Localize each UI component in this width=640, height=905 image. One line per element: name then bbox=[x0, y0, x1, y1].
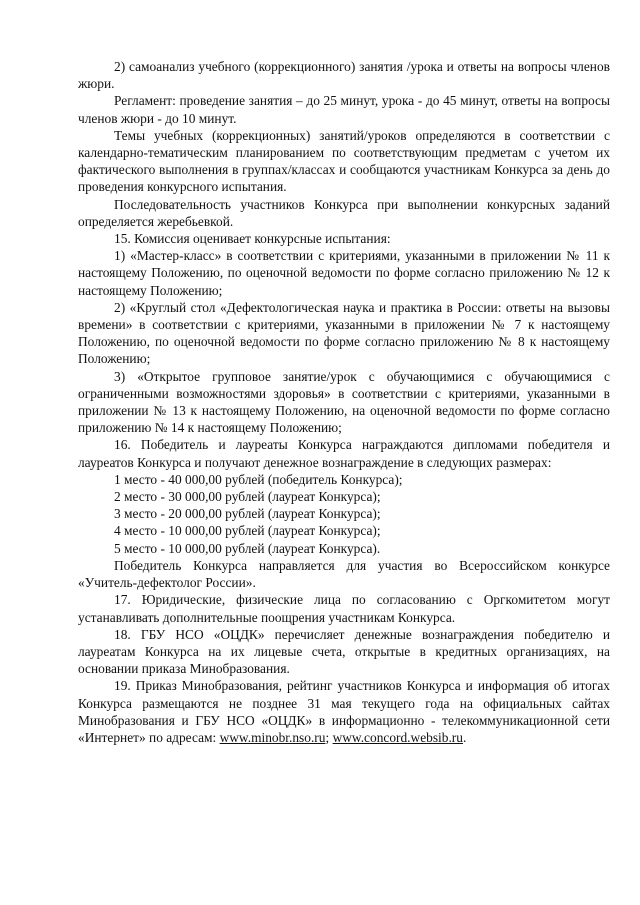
prize-place-4: 4 место - 10 000,00 рублей (лауреат Конкурса); bbox=[114, 523, 381, 539]
prize-place-3: 3 место - 20 000,00 рублей (лауреат Конкурса); bbox=[114, 506, 381, 522]
paragraph-winner-referral: Победитель Конкурса направляется для участия во Всероссийском конкурсе «Учитель-дефектолог России». bbox=[78, 557, 610, 591]
paragraph-item-18: 18. ГБУ НСО «ОЦДК» перечисляет денежные вознаграждения победителю и лауреатам Конкурса на их лицевые счета, открытые в кредитных организациях, на основании приказа Минобразования. bbox=[78, 626, 610, 677]
document-page bbox=[78, 58, 610, 746]
paragraph-participant-order: Последовательность участников Конкурса при выполнении конкурсных заданий определяется жеребьевкой. bbox=[78, 196, 610, 229]
paragraph-open-lesson: 3) «Открытое групповое занятие/урок с обучающимися с обучающимися с ограниченными возможностями здоровья» в соответствии с критериями, указанными в приложении № 13 к настоящему Положению, на оценочной ведомости по форме согласно приложению № 14 к настоящему Положению; bbox=[78, 368, 610, 436]
link-separator: ; bbox=[325, 729, 330, 745]
prize-place-2: 2 место - 30 000,00 рублей (лауреат Конкурса); bbox=[114, 489, 381, 505]
paragraph-lesson-topics: Темы учебных (коррекционных) занятий/уроков определяются в соответствии с календарно-тематическим планированием по соответствующим предметам с учетом их фактического выполнения в группах/классах и сообщаются участникам Конкурса за день до проведения конкурсного испытания. bbox=[78, 127, 610, 195]
link-concord[interactable]: www.concord.websib.ru bbox=[332, 729, 463, 745]
paragraph-round-table: 2) «Круглый стол «Дефектологическая наука и практика в России: ответы на вызовы времени» в соответствии с критериями, указанными в приложении № 7 к настоящему Положению, по оценочной ведомости по форме согласно приложению № 8 к настоящему Положению; bbox=[78, 299, 610, 367]
prize-list bbox=[78, 471, 610, 557]
item-19-end: . bbox=[462, 729, 467, 745]
paragraph-item-19 bbox=[78, 677, 610, 746]
paragraph-item-15: 15. Комиссия оценивает конкурсные испытания: bbox=[114, 231, 391, 247]
paragraph-regulations: Регламент: проведение занятия – до 25 минут, урока - до 45 минут, ответы на вопросы членов жюри - до 10 минут. bbox=[78, 93, 610, 126]
paragraph-self-analysis: 2) самоанализ учебного (коррекционного) занятия /урока и ответы на вопросы членов жюри. bbox=[78, 59, 610, 92]
item-19-text: 19. Приказ Минобразования, рейтинг участников Конкурса и информация об итогах Конкурса размещаются не позднее 31 мая текущего года на официальных сайтах Минобразования и ГБУ НСО «ОЦДК» в информационно - телекоммуникационной сети «Интернет» по адресам: bbox=[78, 678, 610, 745]
paragraph-item-17: 17. Юридические, физические лица по согласованию с Оргкомитетом могут устанавливать дополнительные поощрения участникам Конкурса. bbox=[78, 592, 610, 625]
prize-place-1: 1 место - 40 000,00 рублей (победитель Конкурса); bbox=[114, 471, 403, 487]
prize-place-5: 5 место - 10 000,00 рублей (лауреат Конкурса). bbox=[114, 540, 381, 556]
paragraph-item-16: 16. Победитель и лауреаты Конкурса награждаются дипломами победителя и лауреатов Конкурса и получают денежное вознаграждение в следующих размерах: bbox=[78, 437, 610, 470]
paragraph-master-class: 1) «Мастер-класс» в соответствии с критериями, указанными в приложении № 11 к настоящему Положению, по оценочной ведомости по форме согласно приложению № 12 к настоящему Положению; bbox=[78, 248, 610, 298]
link-minobr[interactable]: www.minobr.nso.ru bbox=[219, 729, 326, 745]
